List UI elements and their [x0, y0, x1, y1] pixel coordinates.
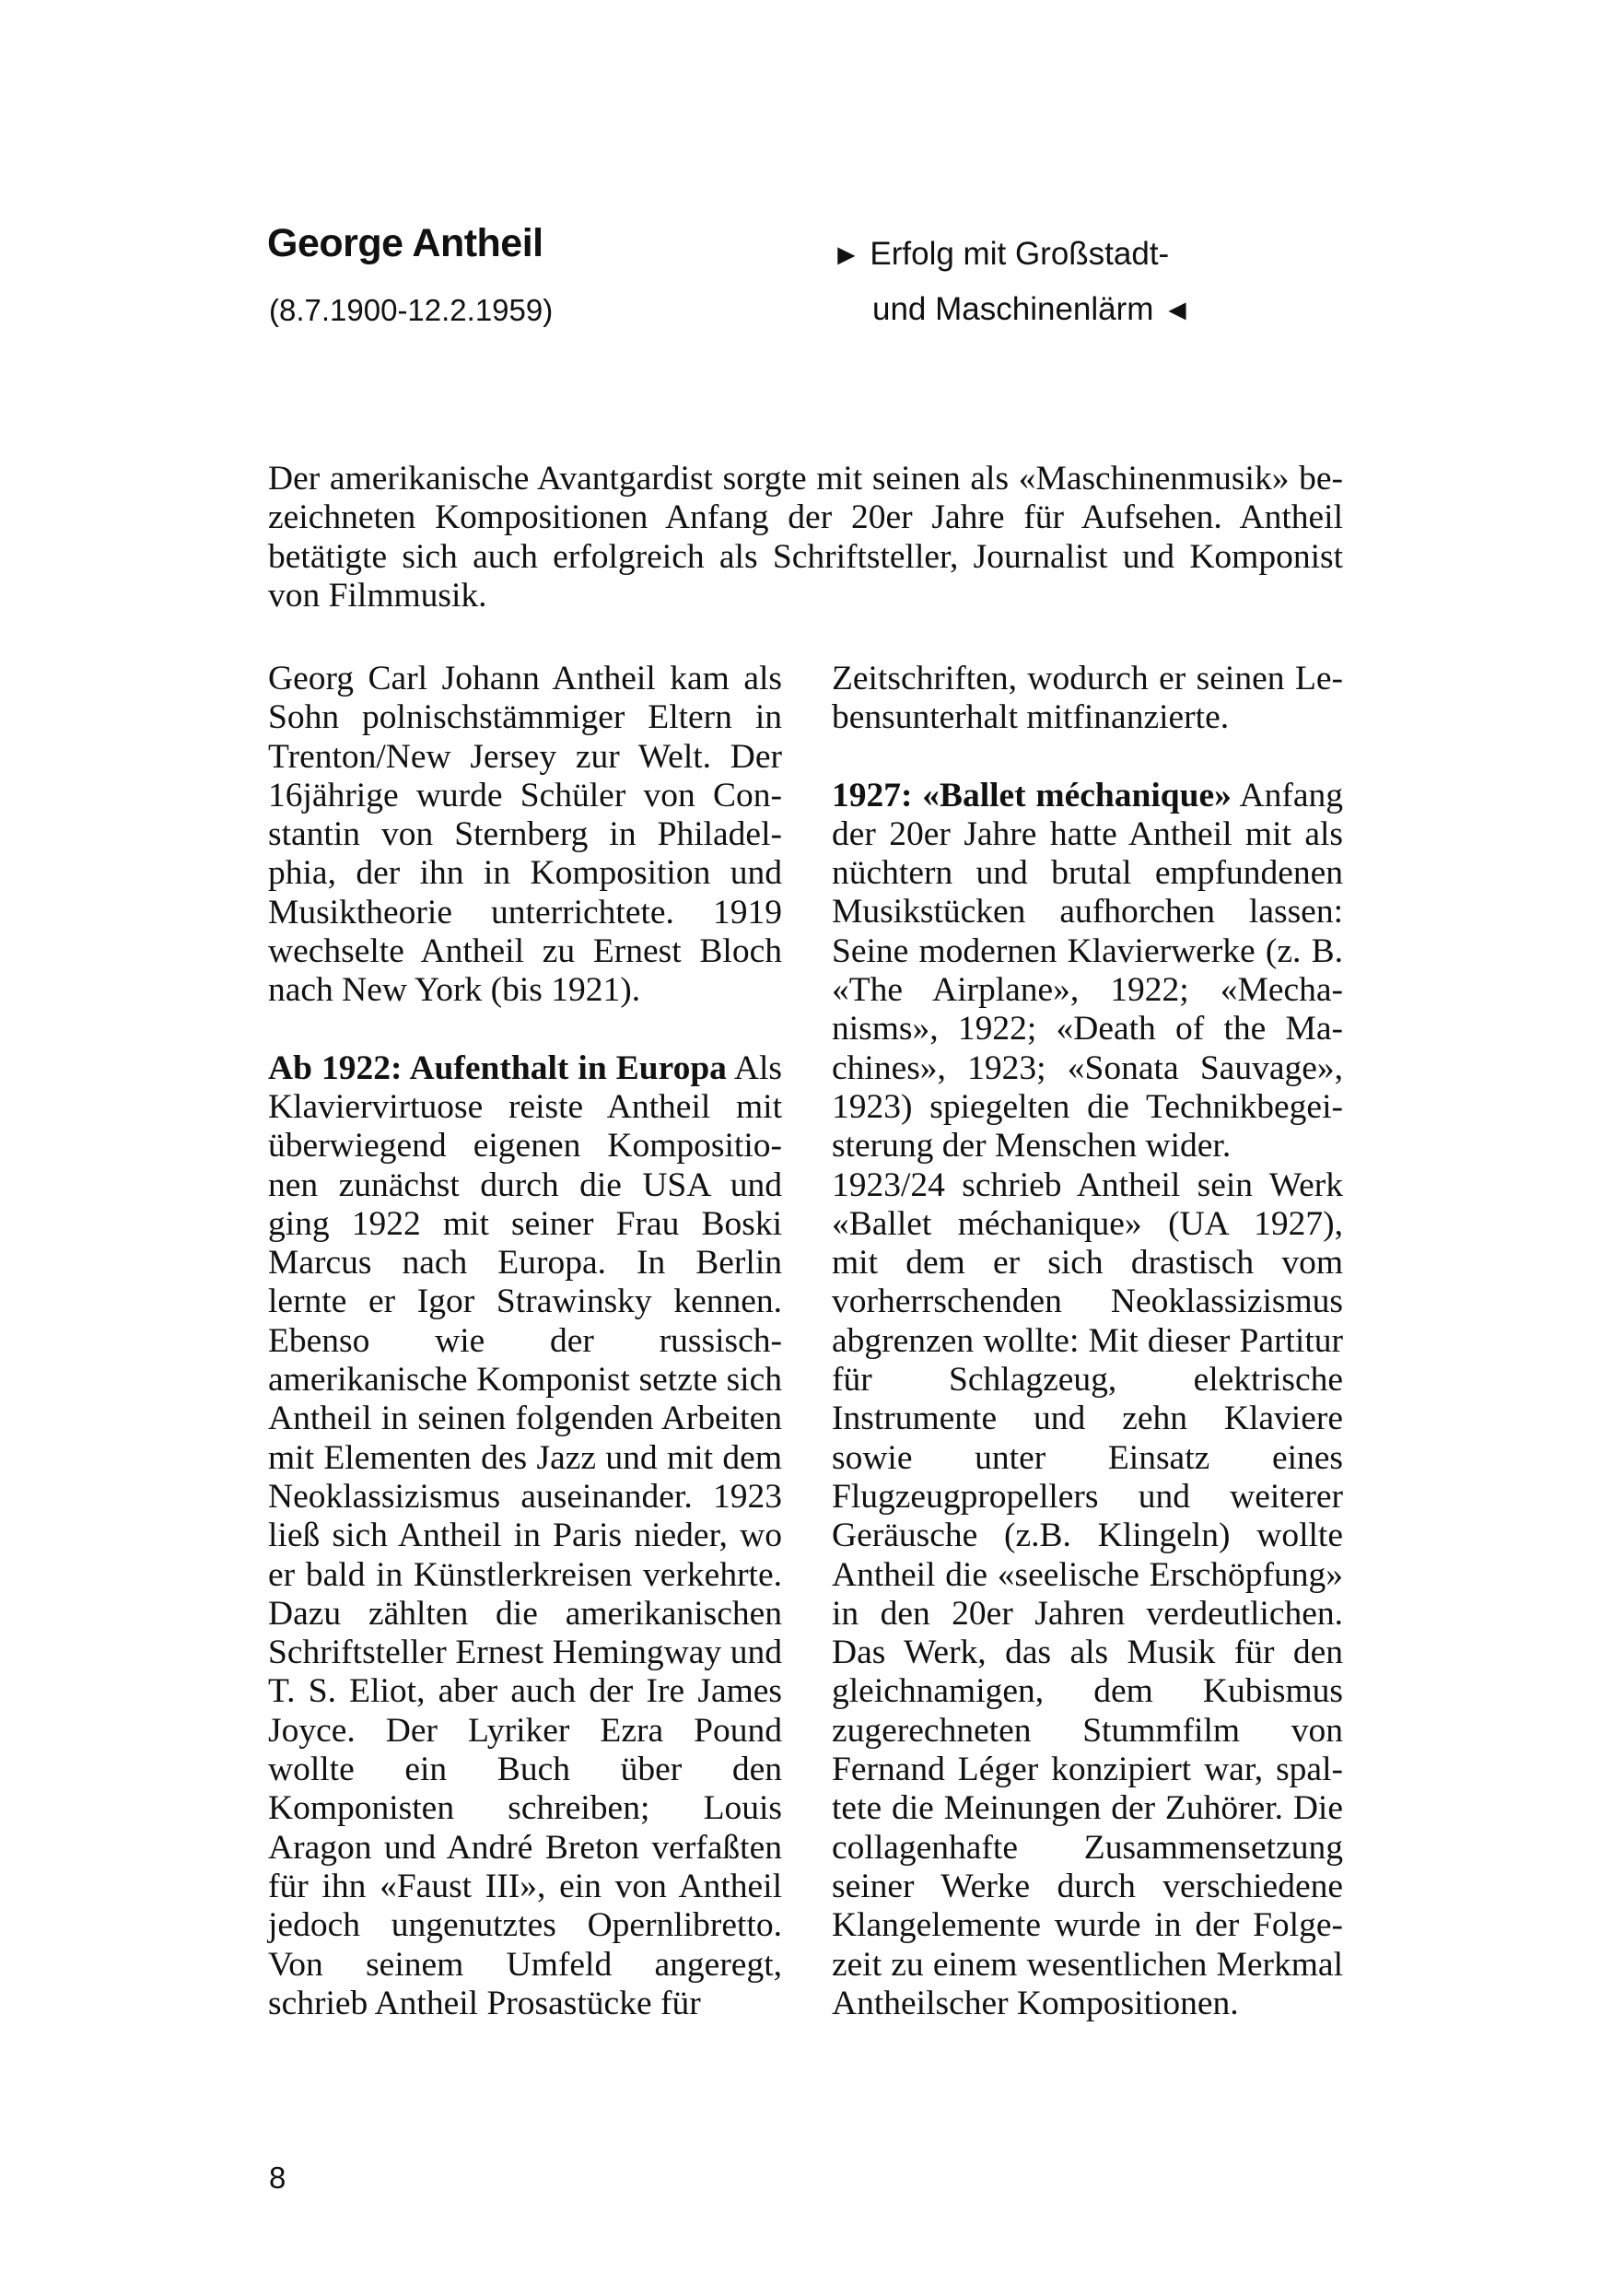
tagline-text-2: und Maschinenlärm: [872, 291, 1154, 327]
composer-name: George Antheil: [267, 221, 543, 265]
intro-paragraph: Der amerikanische Avantgardist sorgte mit seinen als «Maschinenmusik» bezeichneten Kompositionen Anfang der 20er Jahre für Aufsehen. Antheil betätigte sich auch erfolgreich als Schriftsteller, Journalist und Komponist von Filmmusik.: [268, 460, 1343, 615]
tagline: [832, 227, 1192, 337]
right-paragraph-2-text: Anfang der 20er Jahre hatte Antheil mit als nüchtern und brutal empfundenen Musikstücken aufhorchen lassen: Seine modernen Klavierwerke (z. B. «The Airplane», 1922; «Mechanisms», 1922; «Death of the Machines», 1923; «Sonata Sauvage», 1923) spiegelten die Technikbegeisterung der Menschen wider.: [832, 776, 1343, 1166]
left-paragraph-1: Georg Carl Johann Antheil kam als Sohn polnischstämmiger Eltern in Trenton/New Jersey zur Welt. Der 16jährige wurde Schüler von Constantin von Sternberg in Philadelphia, der ihn in Komposition und Musiktheorie unterrichtete. 1919 wechselte Antheil zu Ernest Bloch nach New York (bis 1921).: [268, 660, 782, 1010]
right-column: [832, 660, 1343, 2023]
right-paragraph-3: 1923/24 schrieb Antheil sein Werk «Ballet méchanique» (UA 1927), mit dem er sich drastisch vom vorherrschenden Neoklassizismus abgrenzen wollte: Mit dieser Partitur für Schlagzeug, elektrische Instrumente und zehn Klaviere sowie unter Einsatz eines Flugzeugpropellers und weiterer Geräusche (z.B. Klingeln) wollte Antheil die «seelische Erschöpfung» in den 20er Jahren verdeutlichen. Das Werk, das als Musik für den gleichnamigen, dem Kubismus zugerechneten Stummfilm von Fernand Léger konzipiert war, spaltete die Meinungen der Zuhörer. Die collagenhafte Zusammensetzung seiner Werke durch verschiedene Klangelemente wurde in der Folgezeit zu einem wesentlichen Merkmal Antheilscher Kompositionen.: [832, 1166, 1343, 2022]
tagline-line-1: [832, 227, 1192, 282]
right-paragraph-1: Zeitschriften, wodurch er seinen Lebensunterhalt mitfinanzierte.: [832, 660, 1343, 737]
section-heading-europa: Ab 1922: Aufenthalt in Europa: [268, 1048, 727, 1087]
left-column: [268, 660, 782, 2023]
tagline-text-1: Erfolg mit Großstadt-: [870, 236, 1170, 272]
page-number: 8: [269, 2161, 286, 2195]
arrow-left-icon: ◄: [1162, 293, 1192, 326]
left-paragraph-2: [268, 1049, 782, 2023]
arrow-right-icon: ►: [832, 238, 861, 271]
left-paragraph-2-text: Als Klaviervirtuose reiste Antheil mit überwiegend eigenen Kompositionen zunächst durch die USA und ging 1922 mit seiner Frau Boski Marcus nach Europa. In Berlin lernte er Igor Strawinsky kennen. Ebenso wie der russisch-amerikanische Komponist setzte sich Antheil in seinen folgenden Arbeiten mit Elementen des Jazz und mit dem Neoklassizismus auseinander. 1923 ließ sich Antheil in Paris nieder, wo er bald in Künstlerkreisen verkehrte. Dazu zählten die amerikanischen Schriftsteller Ernest Hemingway und T. S. Eliot, aber auch der Ire James Joyce. Der Lyriker Ezra Pound wollte ein Buch über den Komponisten schreiben; Louis Aragon und André Breton verfaßten für ihn «Faust III», ein von Antheil jedoch ungenutztes Opernlibretto. Von seinem Umfeld angeregt, schrieb Antheil Prosastücke für: [268, 1048, 782, 2022]
tagline-line-2: [832, 282, 1192, 337]
section-heading-ballet: 1927: «Ballet méchanique»: [832, 776, 1232, 814]
composer-dates: (8.7.1900-12.2.1959): [269, 293, 554, 327]
right-paragraph-2: [832, 777, 1343, 1166]
